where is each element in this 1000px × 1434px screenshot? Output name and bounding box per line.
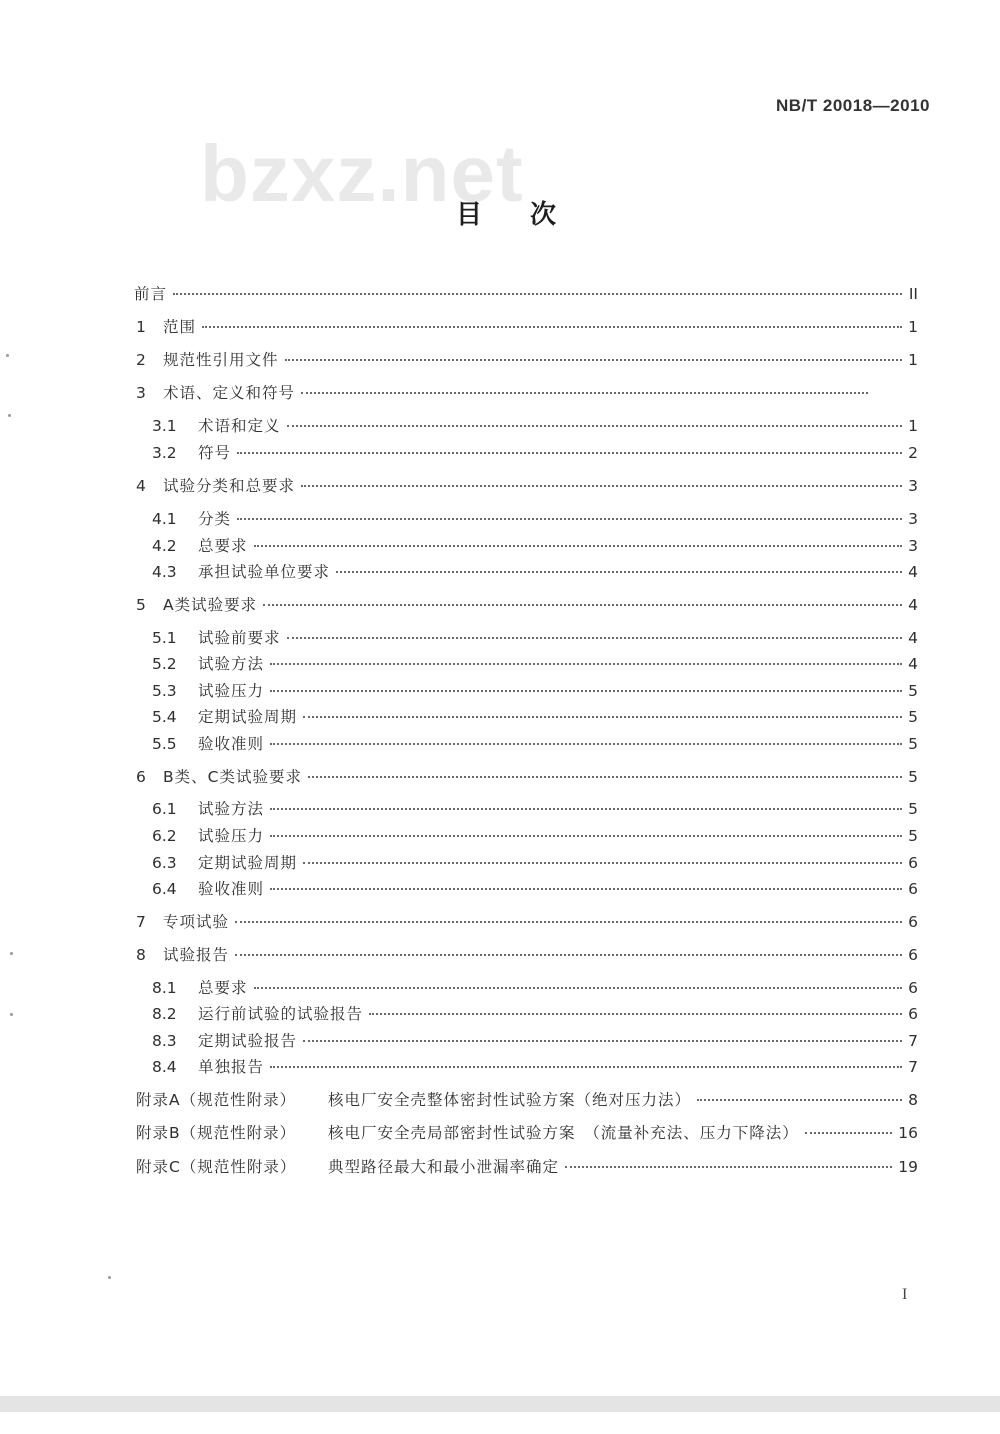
toc-entry-label: 验收准则 xyxy=(198,880,265,898)
toc-leader-dots xyxy=(173,293,902,295)
toc-entry-label: 试验方法 xyxy=(198,800,265,818)
toc-entry xyxy=(152,824,918,848)
toc-entry-label: 前言 xyxy=(134,285,168,303)
toc-entry xyxy=(136,1088,918,1112)
toc-leader-dots xyxy=(235,954,902,956)
page-number: I xyxy=(902,1286,908,1303)
toc-entry xyxy=(152,414,918,438)
toc-entry xyxy=(136,315,918,339)
toc-entry-page: 1 xyxy=(908,351,918,369)
toc-leader-dots xyxy=(369,1013,902,1015)
toc-leader-dots xyxy=(270,888,902,890)
toc-entry-label: 试验压力 xyxy=(198,827,265,845)
toc-entry-number: 附录A（规范性附录） xyxy=(136,1091,297,1109)
toc-entry-page: 5 xyxy=(908,735,918,753)
toc-entry-number: 8.3 xyxy=(152,1032,177,1050)
toc-entry-number: 7 xyxy=(136,913,146,931)
toc-entry xyxy=(152,626,918,650)
toc-entry-label: 分类 xyxy=(198,510,232,528)
toc-entry-number: 8.2 xyxy=(152,1005,177,1023)
toc-entry xyxy=(152,679,918,703)
toc-entry-page: 7 xyxy=(908,1058,918,1076)
toc-entry-number: 6.3 xyxy=(152,854,177,872)
toc-entry-page: 1 xyxy=(908,318,918,336)
toc-leader-dots xyxy=(235,921,902,923)
toc-leader-dots xyxy=(287,637,902,639)
toc-entry-label: 试验分类和总要求 xyxy=(163,477,296,495)
scan-speck xyxy=(8,414,11,417)
toc-entry xyxy=(152,441,918,465)
toc-entry xyxy=(152,1055,918,1079)
scan-speck xyxy=(6,354,9,357)
page-title: 目次 xyxy=(455,200,604,230)
toc-leader-dots xyxy=(237,452,902,454)
toc-leader-dots xyxy=(202,326,902,328)
toc-entry-label: 规范性引用文件 xyxy=(163,351,279,369)
toc-entry-number: 附录C（规范性附录） xyxy=(136,1158,297,1176)
toc-leader-dots xyxy=(805,1132,893,1134)
toc-leader-dots xyxy=(301,485,902,487)
toc-entry-number: 3.2 xyxy=(152,444,177,462)
toc-entry-page: 3 xyxy=(908,510,918,528)
toc-entry-label: 验收准则 xyxy=(198,735,265,753)
toc-leader-dots xyxy=(287,425,902,427)
toc-entry-number: 8 xyxy=(136,946,146,964)
toc-entry-label: 术语、定义和符号 xyxy=(163,384,296,402)
toc-entry-page: 6 xyxy=(908,913,918,931)
toc-entry-page: 6 xyxy=(908,854,918,872)
toc-entry-page: 6 xyxy=(908,880,918,898)
toc-entry-number: 5.4 xyxy=(152,708,177,726)
toc-entry-label: 试验前要求 xyxy=(198,629,281,647)
toc-entry-label: 承担试验单位要求 xyxy=(198,563,331,581)
toc-leader-dots xyxy=(270,690,902,692)
toc-entry-label: 定期试验周期 xyxy=(198,708,298,726)
toc-entry-page: 6 xyxy=(908,979,918,997)
toc-entry xyxy=(136,348,918,372)
toc-entry-label: 单独报告 xyxy=(198,1058,265,1076)
toc-entry-page: II xyxy=(908,285,918,303)
toc-entry-number: 5.1 xyxy=(152,629,177,647)
toc-entry xyxy=(136,381,918,405)
toc-entry xyxy=(136,1121,918,1145)
toc-entry-page: 1 xyxy=(908,417,918,435)
toc-entry xyxy=(152,534,918,558)
toc-entry-page: 3 xyxy=(908,537,918,555)
toc-entry-number: 8.1 xyxy=(152,979,177,997)
toc-entry xyxy=(136,910,918,934)
toc-entry-page: 5 xyxy=(908,768,918,786)
toc-leader-dots xyxy=(270,808,902,810)
standard-code: NB/T 20018—2010 xyxy=(776,96,930,115)
toc-entry-page: 5 xyxy=(908,708,918,726)
watermark-text: bzxz.net xyxy=(200,129,524,218)
toc-entry xyxy=(152,652,918,676)
toc-entry xyxy=(152,560,918,584)
toc-entry-number: 4.2 xyxy=(152,537,177,555)
scan-speck xyxy=(10,952,13,955)
toc-leader-dots xyxy=(303,716,902,718)
toc-entry xyxy=(136,765,918,789)
toc-entry-number: 4.1 xyxy=(152,510,177,528)
toc-entry-label: 范围 xyxy=(163,318,197,336)
toc-leader-dots xyxy=(565,1166,892,1168)
toc-entry-page: 4 xyxy=(908,596,918,614)
toc-entry-number: 附录B（规范性附录） xyxy=(136,1124,297,1142)
toc-entry-page: 19 xyxy=(898,1158,918,1176)
toc-entry-label: 定期试验报告 xyxy=(198,1032,298,1050)
toc-entry-page: 4 xyxy=(908,655,918,673)
toc-entry-label: 核电厂安全壳局部密封性试验方案 （流量补充法、压力下降法） xyxy=(328,1124,799,1142)
scan-speck xyxy=(10,1013,13,1016)
toc-entry xyxy=(152,797,918,821)
toc-leader-dots xyxy=(285,359,902,361)
toc-entry xyxy=(152,705,918,729)
toc-entry xyxy=(152,877,918,901)
toc-leader-dots xyxy=(303,1040,902,1042)
toc-leader-dots xyxy=(697,1099,902,1101)
toc-entry-label: 符号 xyxy=(198,444,232,462)
bottom-bar xyxy=(0,1396,1000,1412)
toc-entry-label: 总要求 xyxy=(198,537,248,555)
toc-leader-dots xyxy=(270,835,902,837)
toc-entry xyxy=(152,507,918,531)
toc-leader-dots xyxy=(270,1066,902,1068)
toc-leader-dots xyxy=(308,776,902,778)
toc-entry-page: 16 xyxy=(898,1124,918,1142)
toc-entry xyxy=(152,851,918,875)
toc-entry xyxy=(136,943,918,967)
toc-entry-number: 6.4 xyxy=(152,880,177,898)
toc-entry-label: 核电厂安全壳整体密封性试验方案（绝对压力法） xyxy=(328,1091,692,1109)
toc-entry-number: 5.3 xyxy=(152,682,177,700)
toc-entry xyxy=(136,593,918,617)
toc-entry-number: 6.1 xyxy=(152,800,177,818)
toc-leader-dots xyxy=(336,571,902,573)
toc-entry-page: 5 xyxy=(908,800,918,818)
toc-entry xyxy=(152,732,918,756)
toc-entry-label: 总要求 xyxy=(198,979,248,997)
toc-entry-number: 8.4 xyxy=(152,1058,177,1076)
toc-entry-label: 术语和定义 xyxy=(198,417,281,435)
toc-entry-label: 运行前试验的试验报告 xyxy=(198,1005,364,1023)
toc-entry-page: 8 xyxy=(908,1091,918,1109)
toc-leader-dots xyxy=(270,663,902,665)
toc-entry-label: 试验报告 xyxy=(163,946,230,964)
toc-entry-number: 3.1 xyxy=(152,417,177,435)
toc-entry-page: 4 xyxy=(908,563,918,581)
toc-entry-page: 6 xyxy=(908,946,918,964)
toc-entry xyxy=(136,1155,918,1179)
toc-entry xyxy=(152,976,918,1000)
toc-entry xyxy=(134,282,918,306)
toc-entry-number: 4.3 xyxy=(152,563,177,581)
toc-entry-page: 3 xyxy=(908,477,918,495)
toc-entry-label: B类、C类试验要求 xyxy=(163,768,302,786)
toc-entry-page: 2 xyxy=(908,444,918,462)
toc-entry-number: 3 xyxy=(136,384,146,402)
toc-entry-number: 2 xyxy=(136,351,146,369)
toc-entry xyxy=(152,1002,918,1026)
toc-entry-number: 6 xyxy=(136,768,146,786)
toc-leader-dots xyxy=(254,987,902,989)
toc-entry-label: 试验方法 xyxy=(198,655,265,673)
toc-entry-page: 7 xyxy=(908,1032,918,1050)
toc-entry-page: 4 xyxy=(908,629,918,647)
toc-leader-dots xyxy=(303,862,902,864)
toc-entry-page: 6 xyxy=(908,1005,918,1023)
toc-entry-number: 5.2 xyxy=(152,655,177,673)
toc-leader-dots xyxy=(270,743,902,745)
toc-leader-dots xyxy=(254,545,902,547)
toc-entry-label: 典型路径最大和最小泄漏率确定 xyxy=(328,1158,560,1176)
toc-leader-dots xyxy=(263,604,902,606)
toc-entry-number: 5 xyxy=(136,596,146,614)
toc-entry-label: A类试验要求 xyxy=(163,596,258,614)
toc-leader-dots xyxy=(237,518,902,520)
toc-entry-label: 专项试验 xyxy=(163,913,230,931)
toc-entry xyxy=(152,1029,918,1053)
toc-entry-label: 试验压力 xyxy=(198,682,265,700)
toc-entry-page: 5 xyxy=(908,827,918,845)
toc-entry-number: 5.5 xyxy=(152,735,177,753)
scan-speck xyxy=(108,1276,111,1279)
toc-entry-number: 6.2 xyxy=(152,827,177,845)
toc-entry-label: 定期试验周期 xyxy=(198,854,298,872)
toc-leader-dots xyxy=(301,392,868,394)
toc-entry-number: 1 xyxy=(136,318,146,336)
toc-entry-number: 4 xyxy=(136,477,146,495)
toc-entry xyxy=(136,474,918,498)
toc-entry-page: 5 xyxy=(908,682,918,700)
